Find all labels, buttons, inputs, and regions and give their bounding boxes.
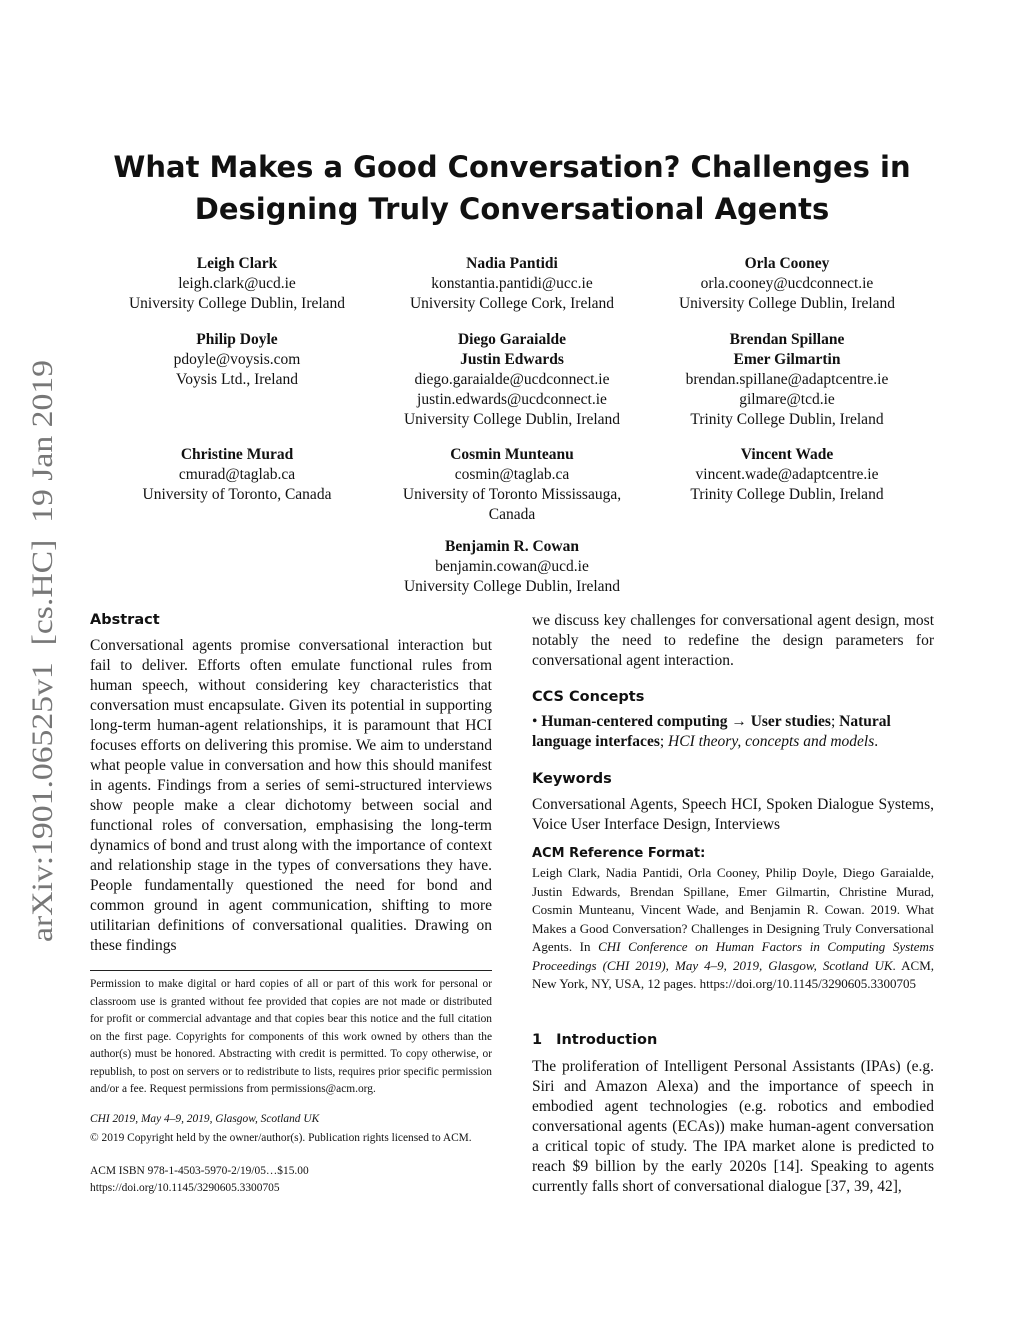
author-email: cmurad@taglab.ca <box>178 466 296 483</box>
abstract-text: Conversational agents promise conversational interaction but fail to deliver. Efforts often emulate functional rules from human speech, without considering key characteristics that conversation must encapsulate. Given its potential in supporting long-term human-agent relationships, it is paramount that HCI focuses efforts on delivering this promise. We aim to understand what people value in conversation and how this should manifest in agents. Findings from a series of semi-structured interviews show people make a clear dichotomy between social and functional roles of conversation, emphasising the long-term dynamics of bond and trust along with the importance of context and relationship stage in the types of conversations they have. People fundamentally questioned the need for bond and common ground in agent communication, shifting to more utilitarian definitions of conversational qualities. Drawing on these findings <box>90 637 492 954</box>
author-name: Cosmin Munteanu <box>450 446 574 463</box>
author-affiliation: University College Dublin, Ireland <box>403 411 621 428</box>
isbn: ACM ISBN 978-1-4503-5970-2/19/05…$15.00 <box>90 1165 309 1177</box>
author-email: benjamin.cowan@ucd.ie <box>435 558 589 575</box>
author-name: Philip Doyle <box>196 331 278 348</box>
author-email: justin.edwards@ucdconnect.ie <box>417 391 607 408</box>
ccs-concept: User studies <box>750 713 831 730</box>
copyright-notice: © 2019 Copyright held by the owner/author(s). Publication rights licensed to ACM. <box>90 1132 472 1144</box>
section-title: Introduction <box>556 1032 658 1048</box>
author-block <box>97 445 377 505</box>
introduction-text: The proliferation of Intelligent Personal Assistants (IPAs) (e.g. Siri and Amazon Alexa) and the importance of speech in embodied agent technologies (e.g. robotics and embodied conversational agents (ECAs)) make human-agent conversation a critical topic of study. The IPA market alone is predicted to reach $9 billion by the early 2020s [14]. Speaking to agents currently falls short of conversational dialogue [37, 39, 42], <box>532 1058 934 1195</box>
author-email: leigh.clark@ucd.ie <box>178 275 296 292</box>
author-affiliation: Voysis Ltd., Ireland <box>176 371 298 388</box>
abstract-heading: Abstract <box>90 612 160 628</box>
abstract-continued: we discuss key challenges for conversational agent design, most notably the need to redefine the design parameters for conversational agent interaction. <box>532 612 934 669</box>
acm-ref-heading: ACM Reference Format: <box>532 846 706 861</box>
author-name: Justin Edwards <box>460 351 564 368</box>
author-affiliation: University of Toronto Mississauga, <box>402 486 622 503</box>
author-block <box>372 330 652 430</box>
author-block <box>647 445 927 505</box>
doi: https://doi.org/10.1145/3290605.3300705 <box>90 1182 280 1194</box>
ccs-bullet: • <box>532 713 538 730</box>
ccs-heading: CCS Concepts <box>532 689 645 705</box>
author-name: Vincent Wade <box>740 446 834 463</box>
author-name: Nadia Pantidi <box>466 255 558 272</box>
author-name: Brendan Spillane <box>729 331 845 348</box>
author-email: gilmare@tcd.ie <box>739 391 835 408</box>
author-email: diego.garaialde@ucdconnect.ie <box>414 371 610 388</box>
acm-ref-prefix: Leigh Clark, Nadia Pantidi, Orla Cooney, Philip Doyle, Diego Garaialde, Justin Edwards, Brendan Spillane, Emer Gilmartin, Christine Murad, Cosmin Munteanu, Vincent Wade, and Benjamin R. Cowan. 2019. What Makes a Good Conversation? Challenges in Designing Truly Conversational Agents. In <box>532 865 934 954</box>
author-block <box>372 254 652 314</box>
author-block <box>372 445 652 525</box>
author-block <box>97 330 377 390</box>
ccs-concept: Human-centered computing <box>541 713 728 730</box>
author-affiliation: Trinity College Dublin, Ireland <box>690 486 884 503</box>
arxiv-stamp-text: arXiv:1901.06525v1 [cs.HC] 19 Jan 2019 <box>26 423 59 942</box>
author-email: pdoyle@voysis.com <box>173 351 301 368</box>
ccs-end: . <box>874 733 879 750</box>
author-email: konstantia.pantidi@ucc.ie <box>431 275 593 292</box>
author-affiliation: University College Dublin, Ireland <box>678 295 896 312</box>
author-block <box>647 254 927 314</box>
author-affiliation: Trinity College Dublin, Ireland <box>690 411 884 428</box>
keywords-text: Conversational Agents, Speech HCI, Spoken Dialogue Systems, Voice User Interface Design, Interviews <box>532 796 934 833</box>
author-email: brendan.spillane@adaptcentre.ie <box>685 371 889 388</box>
author-email: orla.cooney@ucdconnect.ie <box>700 275 874 292</box>
author-name: Leigh Clark <box>196 255 278 272</box>
ccs-arrow: → <box>731 713 747 730</box>
ccs-concept: HCI theory, concepts and models <box>668 733 875 750</box>
author-affiliation: University College Dublin, Ireland <box>128 295 346 312</box>
author-affiliation: University College Cork, Ireland <box>409 295 615 312</box>
author-email: cosmin@taglab.ca <box>454 466 570 483</box>
acm-reference <box>532 864 934 994</box>
ccs-separator: ; <box>830 713 836 730</box>
author-affiliation: Canada <box>488 506 536 523</box>
author-name: Diego Garaialde <box>457 331 567 348</box>
ccs-concept: Natural language interfaces <box>532 713 891 750</box>
author-name: Christine Murad <box>180 446 294 463</box>
footnote-divider <box>90 970 492 971</box>
keywords-heading: Keywords <box>532 771 612 787</box>
author-block <box>97 254 377 314</box>
ccs-separator: ; <box>659 733 665 750</box>
author-affiliation: University College Dublin, Ireland <box>403 578 621 595</box>
paper-title: What Makes a Good Conversation? Challenges in Designing Truly Conversational Agents <box>113 150 911 226</box>
arxiv-stamp <box>14 355 64 945</box>
ccs-concepts <box>532 712 934 752</box>
section-number: 1 <box>532 1032 543 1048</box>
author-name: Emer Gilmartin <box>733 351 841 368</box>
acm-ref-venue: CHI Conference on Human Factors in Computing Systems Proceedings (CHI 2019), May 4–9, 2019, Glasgow, Scotland UK <box>532 939 934 973</box>
acm-ref-suffix: . ACM, New York, NY, USA, 12 pages. https://doi.org/10.1145/3290605.3300705 <box>532 957 935 991</box>
conference-venue: CHI 2019, May 4–9, 2019, Glasgow, Scotland UK <box>90 1113 320 1125</box>
author-email: vincent.wade@adaptcentre.ie <box>695 466 879 483</box>
permission-notice: Permission to make digital or hard copies of all or part of this work for personal or classroom use is granted without fee provided that copies are not made or distributed for profit or commercial advantage and that copies bear this notice and the full citation on the first page. Copyrights for components of this work owned by others than the author(s) must be honored. Abstracting with credit is permitted. To copy otherwise, or republish, to post on servers or to redistribute to lists, requires prior specific permission and/or a fee. Request permissions from permissions@acm.org. <box>90 978 492 1095</box>
author-name: Benjamin R. Cowan <box>445 538 579 555</box>
author-block <box>647 330 927 430</box>
author-affiliation: University of Toronto, Canada <box>142 486 332 503</box>
author-block <box>372 537 652 597</box>
introduction-heading <box>532 1032 657 1048</box>
author-name: Orla Cooney <box>744 255 830 272</box>
